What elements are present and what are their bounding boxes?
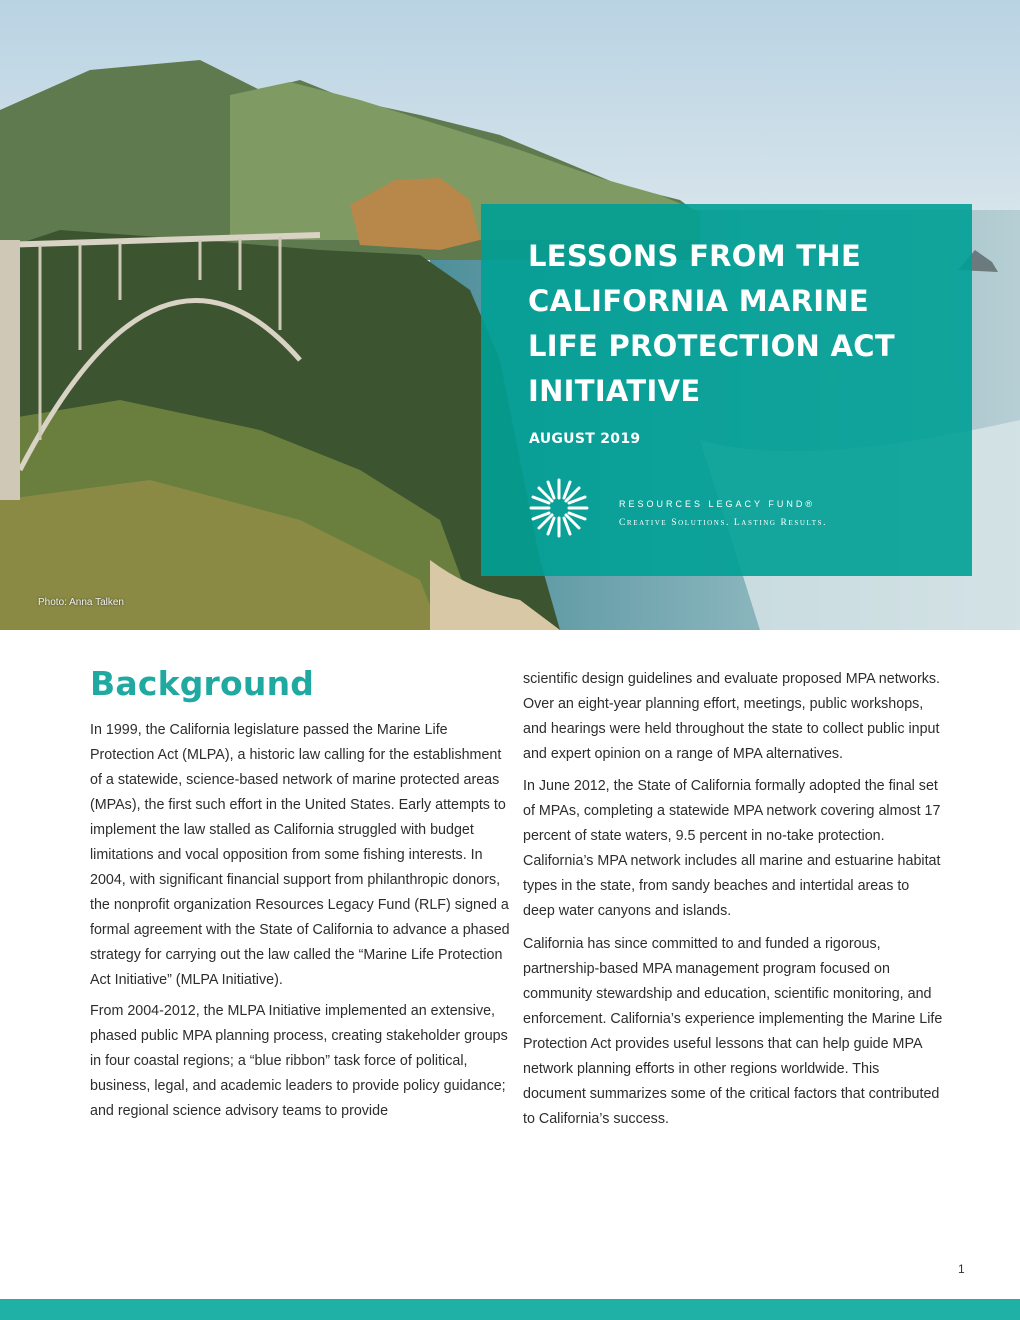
photo-credit: Photo: Anna Talken	[38, 597, 124, 608]
paragraph: From 2004-2012, the MLPA Initiative implemented an extensive, phased public MPA planning process, creating stakeholder groups in four coastal regions; a “blue ribbon” task force of political, business, legal, and academic leaders to provide policy guidance; and regional science advisory teams to provide	[90, 1003, 508, 1119]
page-number: 1	[958, 1262, 965, 1276]
paragraph: In June 2012, the State of California formally adopted the final set of MPAs, completing a statewide MPA network covering almost 17 percent of state waters, 9.5 percent in no-take protection. California’s MPA network includes all marine and estuarine habitat types in the state, from sandy beaches and intertidal areas to deep water canyons and islands.	[523, 778, 941, 919]
report-date: AUGUST 2019	[529, 431, 641, 447]
org-name: RESOURCES LEGACY FUND®	[619, 499, 815, 509]
right-column	[523, 667, 943, 1132]
paragraph: California has since committed to and funded a rigorous, partnership-based MPA management program focused on community stewardship and education, scientific monitoring, and enforcement. California’s experience implementing the Marine Life Protection Act provides useful lessons that can help guide MPA network planning efforts in other regions worldwide. This document summarizes some of the critical factors that contributed to California’s success.	[523, 936, 943, 1127]
paragraph: In 1999, the California legislature passed the Marine Life Protection Act (MLPA), a historic law calling for the establishment of a statewide, science-based network of marine protected areas (MPAs), the first such effort in the United States. Early attempts to implement the law stalled as California struggled with budget limitations and vocal opposition from some fishing interests. In 2004, with significant financial support from philanthropic donors, the nonprofit organization Resources Legacy Fund (RLF) signed a formal agreement with the State of California to advance a phased strategy for carrying out the law called the “Marine Life Protection Act Initiative” (MLPA Initiative).	[90, 722, 510, 988]
left-column	[90, 718, 510, 1124]
starburst-logo-icon	[527, 476, 591, 540]
title-panel	[481, 204, 972, 576]
org-tagline: Creative Solutions. Lasting Results.	[619, 518, 828, 528]
footer-bar	[0, 1299, 1020, 1320]
report-title: LESSONS FROM THE CALIFORNIA MARINE LIFE PROTECTION ACT INITIATIVE	[528, 239, 895, 408]
section-title: Background	[90, 664, 315, 703]
paragraph: scientific design guidelines and evaluate proposed MPA networks. Over an eight-year planning effort, meetings, public workshops, and hearings were held throughout the state to collect public input and expert opinion on a range of MPA alternatives.	[523, 671, 940, 762]
hero-photo	[0, 0, 1020, 630]
